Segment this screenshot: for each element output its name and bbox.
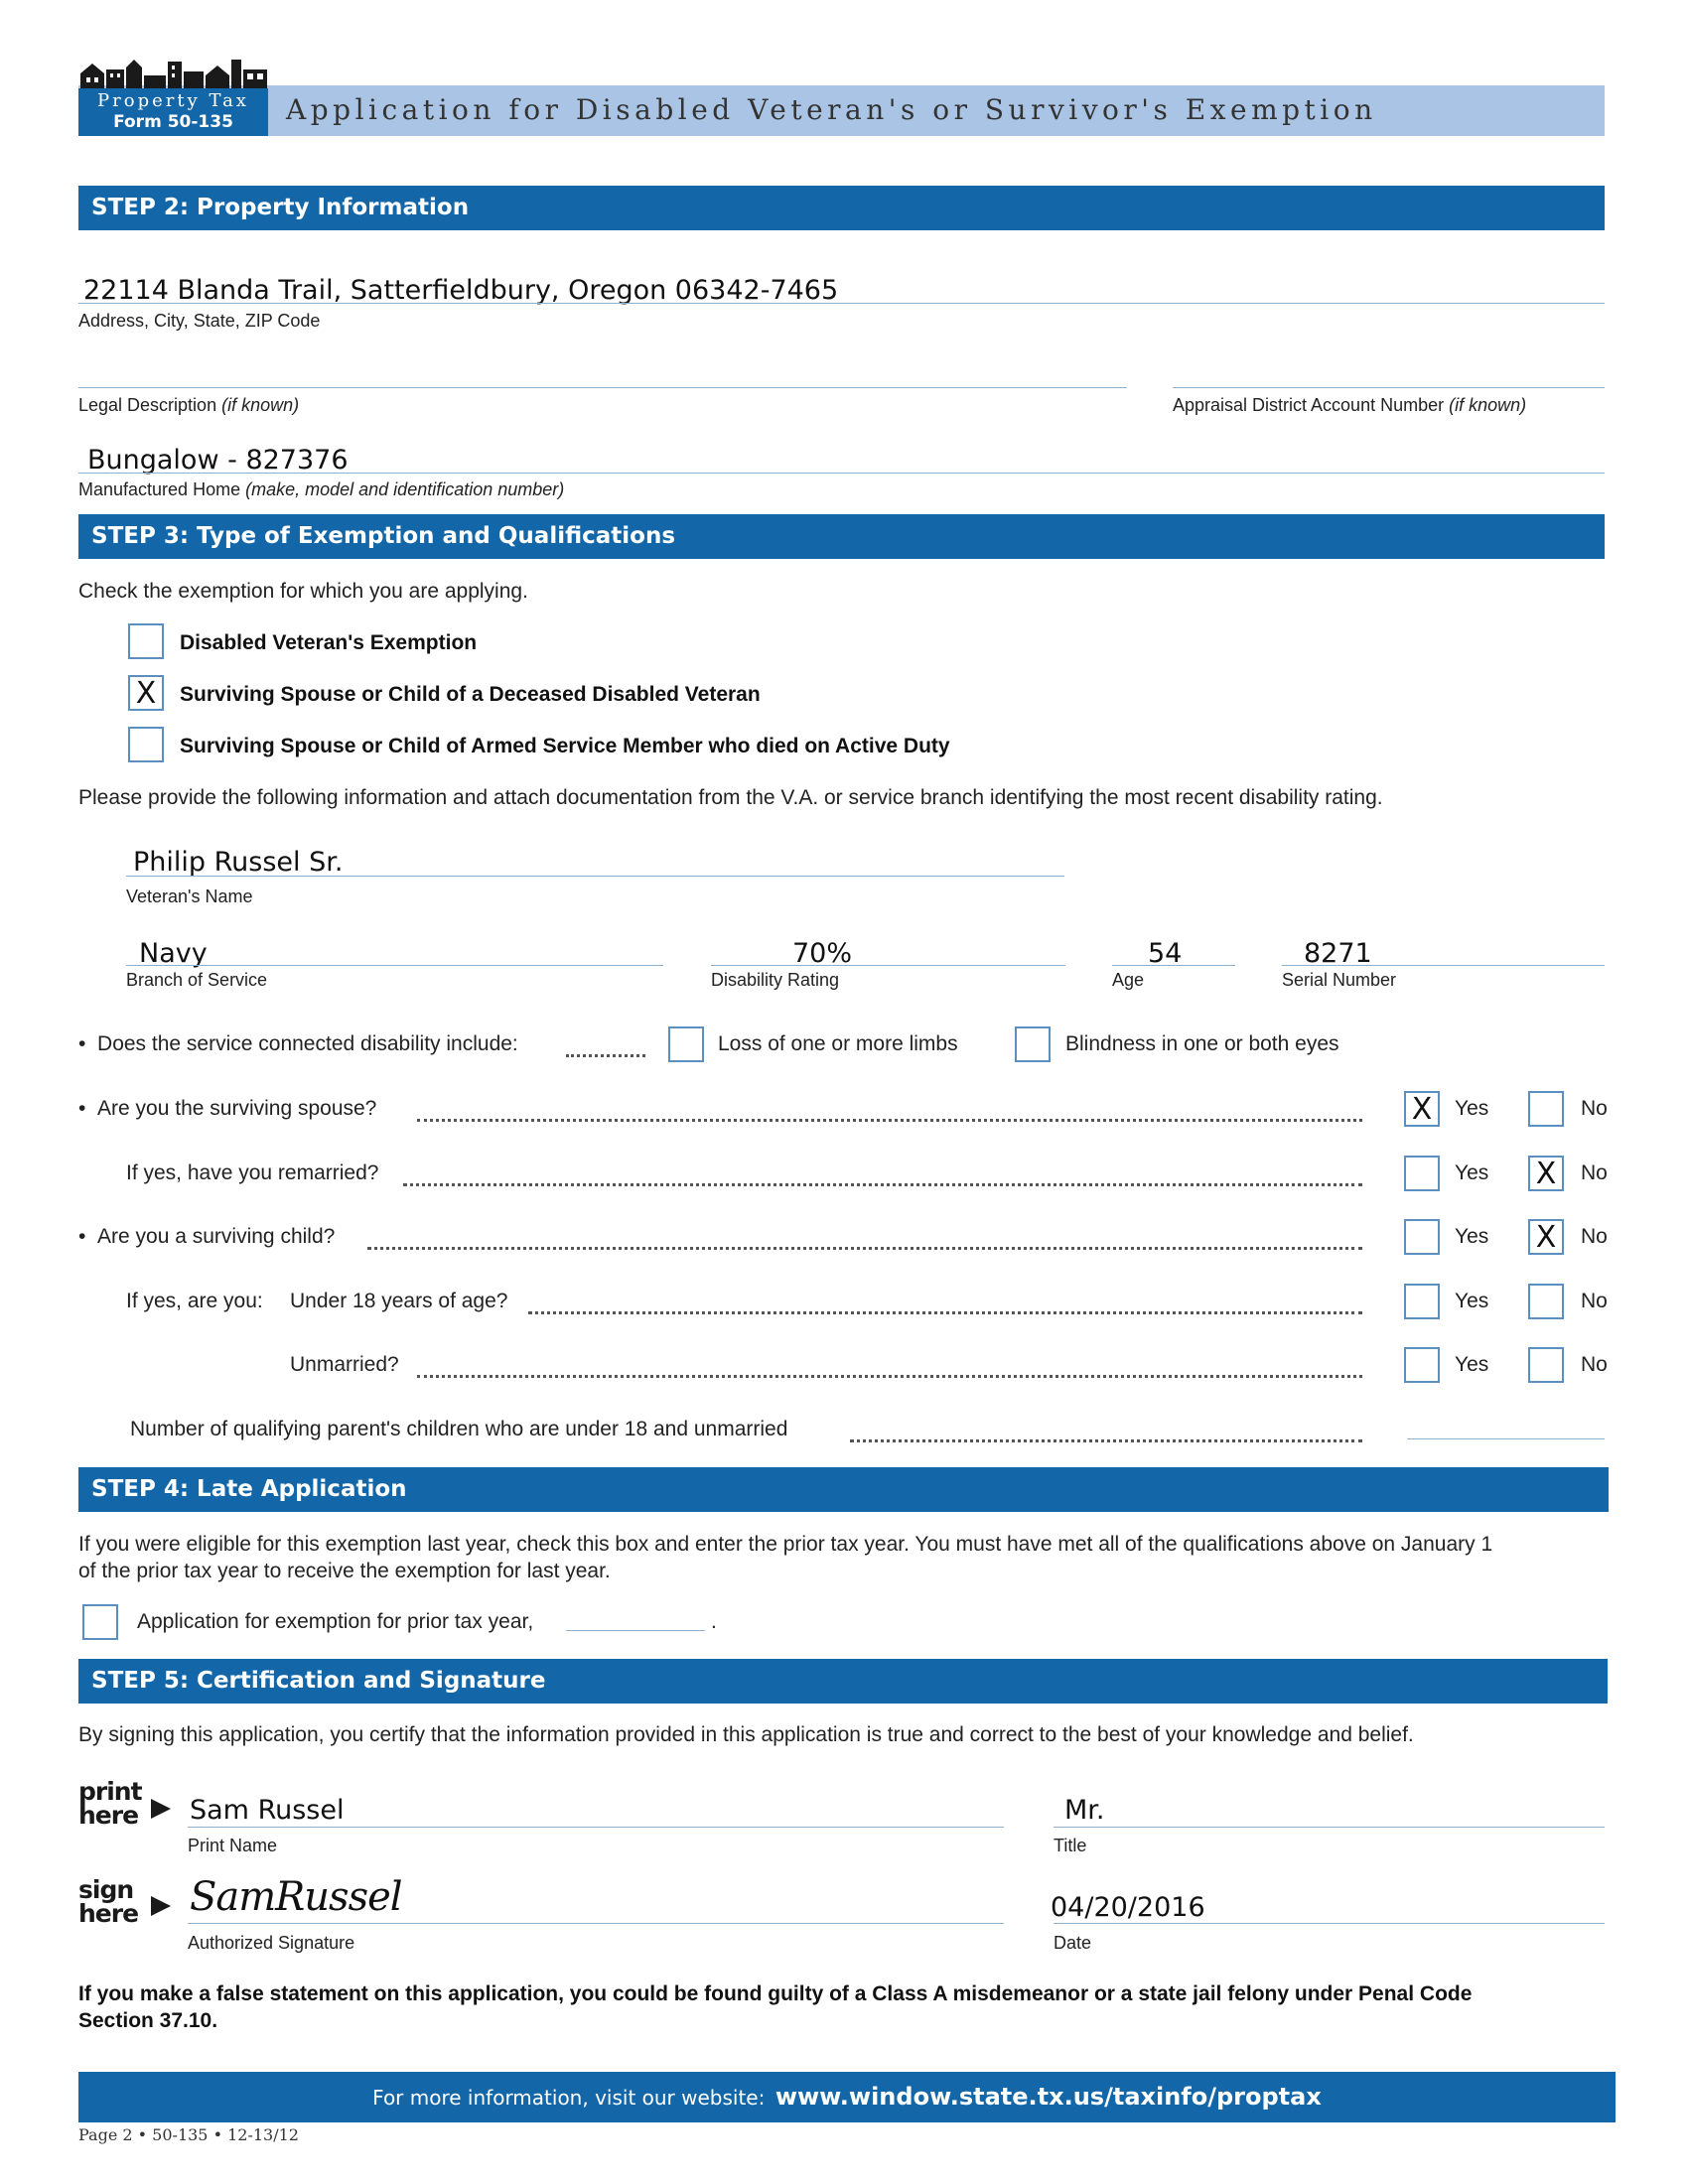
leader-dots [566,1032,645,1057]
veteran-name-line [126,876,1064,877]
warning-line2: Section 37.10. [78,2009,218,2032]
form-title: Application for Disabled Veteran's or Survivor's Exemption [286,93,1377,126]
badge-line1: Property Tax [97,90,249,111]
under-18-question: Under 18 years of age? [290,1290,508,1312]
loss-of-limbs-label: Loss of one or more limbs [718,1032,958,1055]
disability-rating-label: Disability Rating [711,970,840,990]
account-number-line[interactable] [1173,387,1605,388]
branch-value[interactable]: Navy [139,938,208,969]
under18-yes-checkbox[interactable] [1404,1284,1440,1319]
address-value[interactable]: 22114 Blanda Trail, Satterfieldbury, Oregon 06342-7465 [83,275,839,306]
veteran-name-value[interactable]: Philip Russel Sr. [133,847,344,878]
remarried-question: If yes, have you remarried? [126,1161,379,1184]
address-label: Address, City, State, ZIP Code [78,311,321,331]
step2-heading: STEP 2: Property Information [78,186,1605,230]
title-value[interactable]: Mr. [1064,1795,1105,1826]
remarried-yes-checkbox[interactable] [1404,1156,1440,1191]
step5-heading: STEP 5: Certification and Signature [78,1659,1608,1704]
unmarried-question: Unmarried? [290,1353,399,1376]
age-line [1112,965,1235,966]
sign-here-marker [78,1875,139,1928]
yes-label: Yes [1455,1290,1489,1312]
leader-dots [367,1225,1362,1250]
leader-dots [850,1418,1362,1442]
prior-year-period: . [711,1610,717,1633]
children-count-line[interactable] [1407,1438,1605,1439]
active-duty-label: Surviving Spouse or Child of Armed Service Member who died on Active Duty [180,735,950,757]
disability-rating-line [711,965,1065,966]
loss-of-limbs-checkbox[interactable] [668,1026,704,1062]
disability-rating-value[interactable]: 70% [792,938,853,969]
date-value[interactable]: 04/20/2016 [1051,1892,1205,1923]
arrow-right-icon [151,1796,173,1822]
no-label: No [1581,1290,1608,1312]
legal-description-line[interactable] [78,387,1127,388]
no-label: No [1581,1353,1608,1376]
no-label: No [1581,1225,1608,1248]
buildings-logo-icon [78,56,269,89]
date-label: Date [1054,1933,1092,1953]
yes-label: Yes [1455,1097,1489,1120]
no-label: No [1581,1161,1608,1184]
page-info: Page 2 • 50-135 • 12-13/12 [78,2125,299,2144]
signature-label: Authorized Signature [188,1933,355,1953]
child-yes-checkbox[interactable] [1404,1219,1440,1255]
blindness-label: Blindness in one or both eyes [1065,1032,1339,1055]
unmarried-no-checkbox[interactable] [1528,1347,1564,1383]
if-yes-label: If yes, are you: [126,1290,263,1312]
spouse-no-checkbox[interactable] [1528,1091,1564,1127]
children-count-question: Number of qualifying parent's children who are under 18 and unmarried [130,1418,788,1440]
signature-line [188,1923,1004,1924]
footer-bar [78,2072,1616,2122]
title-label: Title [1054,1836,1087,1855]
serial-number-label: Serial Number [1282,970,1397,990]
surviving-spouse-deceased-checkbox[interactable]: X [128,675,164,711]
leader-dots [417,1353,1362,1378]
surviving-spouse-deceased-label: Surviving Spouse or Child of a Deceased Disabled Veteran [180,683,761,706]
arrow-right-icon [151,1893,173,1919]
age-value[interactable]: 54 [1148,938,1183,969]
disability-question: • Does the service connected disability include: [78,1032,518,1055]
legal-description-label: Legal Description (if known) [78,395,300,415]
yes-label: Yes [1455,1353,1489,1376]
print-name-label: Print Name [188,1836,278,1855]
yes-label: Yes [1455,1161,1489,1184]
unmarried-yes-checkbox[interactable] [1404,1347,1440,1383]
step4-text-line1: If you were eligible for this exemption last year, check this box and enter the prior tax year. You must have met all of the qualifications above on January 1 [78,1533,1493,1556]
prior-year-label: Application for exemption for prior tax year, [137,1610,534,1633]
age-label: Age [1112,970,1145,990]
false-statement-warning [78,1980,1472,2034]
manufactured-home-value[interactable]: Bungalow - 827376 [87,445,349,476]
yes-label: Yes [1455,1225,1489,1248]
child-no-checkbox[interactable]: X [1528,1219,1564,1255]
disabled-veteran-label: Disabled Veteran's Exemption [180,631,478,654]
manufactured-home-line [78,473,1605,474]
step4-text-line2: of the prior tax year to receive the exemption for last year. [78,1560,611,1582]
manufactured-home-label: Manufactured Home (make, model and identification number) [78,479,565,499]
no-label: No [1581,1097,1608,1120]
form-badge [78,88,268,136]
remarried-no-checkbox[interactable]: X [1528,1156,1564,1191]
website-link[interactable]: www.window.state.tx.us/taxinfo/proptax [774,2083,1322,2111]
step4-heading: STEP 4: Late Application [78,1467,1609,1512]
signature-value[interactable]: SamRussel [190,1874,402,1920]
title-line [1054,1827,1605,1828]
active-duty-checkbox[interactable] [128,727,164,762]
under18-no-checkbox[interactable] [1528,1284,1564,1319]
step3-intro: Check the exemption for which you are applying. [78,580,528,603]
certification-text: By signing this application, you certify that the information provided in this application is true and correct to the best of your knowledge and belief. [78,1723,1414,1746]
branch-line [126,965,663,966]
badge-line2: Form 50-135 [113,112,233,132]
print-name-value[interactable]: Sam Russel [190,1795,345,1826]
disabled-veteran-checkbox[interactable] [128,623,164,659]
veteran-name-label: Veteran's Name [126,887,253,906]
leader-dots [528,1290,1362,1314]
here-word: here [78,1801,139,1830]
print-here-marker [78,1777,142,1830]
sign-word: sign [78,1875,134,1904]
here-word: here [78,1899,139,1928]
serial-number-line [1282,965,1605,966]
blindness-checkbox[interactable] [1015,1026,1051,1062]
surviving-spouse-question: • Are you the surviving spouse? [78,1097,377,1120]
warning-line1: If you make a false statement on this application, you could be found guilty of a Class A misdemeanor or a state jail felony under Penal Code [78,1982,1473,2005]
date-line [1054,1923,1605,1924]
account-number-label: Appraisal District Account Number (if known) [1173,395,1527,415]
branch-label: Branch of Service [126,970,268,990]
provide-info-text: Please provide the following information and attach documentation from the V.A. or service branch identifying the most recent disability rating. [78,786,1383,809]
address-line [78,303,1605,304]
step3-heading: STEP 3: Type of Exemption and Qualifications [78,514,1605,559]
footer-info-text: For more information, visit our website: [372,2086,766,2110]
spouse-yes-checkbox[interactable]: X [1404,1091,1440,1127]
prior-year-checkbox[interactable] [82,1604,118,1640]
print-word: print [78,1777,142,1806]
leader-dots [403,1161,1362,1186]
leader-dots [417,1097,1362,1122]
print-name-line [188,1827,1004,1828]
prior-year-line[interactable] [566,1630,705,1631]
surviving-child-question: • Are you a surviving child? [78,1225,336,1248]
serial-number-value[interactable]: 8271 [1304,938,1372,969]
